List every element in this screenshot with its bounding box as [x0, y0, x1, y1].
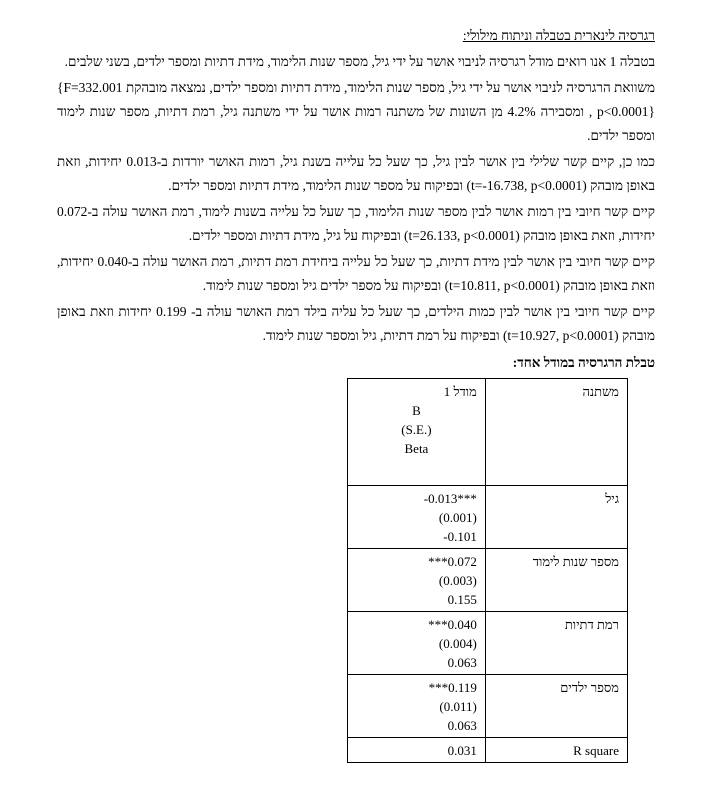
model-header-cell — [348, 379, 486, 486]
beta-value: -0.101 — [443, 529, 477, 544]
stat-line-b: B — [412, 403, 421, 418]
model-label: מודל 1 — [443, 384, 477, 399]
table-row-religiosity — [348, 612, 628, 675]
table-header-row — [348, 379, 628, 486]
variable-header-cell — [485, 379, 627, 486]
coefficient-b: ***0.072 — [428, 554, 477, 569]
table-row-education-years — [348, 549, 628, 612]
table-row-children — [348, 675, 628, 738]
coefficient-b: -0.013*** — [423, 491, 477, 506]
standard-error: (0.003) — [438, 573, 477, 588]
value-cell — [348, 675, 486, 738]
table-row-r-square — [348, 738, 628, 763]
variable-header-label: משתנה — [582, 384, 619, 399]
paragraph-religiosity-effect: קיים קשר חיובי בין אושר לבין מידת דתיות, כך שעל כל עלייה ביחידת רמת דתיות, רמת האושר עולה ב-0.040 יחידות, וזאת באופן מובהק ‎(t=10.811, p<0.0001)‎ ובפיקוח על מספר ילדים גיל ומספר שנות לימוד. — [57, 254, 656, 293]
regression-table — [347, 378, 628, 763]
variable-cell: מספר שנות לימוד — [485, 549, 627, 612]
coefficient-b: ***0.119 — [428, 680, 477, 695]
paragraph-children-effect: קיים קשר חיובי בין אושר לבין כמות הילדים, כך שעל כל עליה בילד רמת האושר עולה ב- 0.199 יחידות וזאת באופן מובהק ‎(t=10.927, p<0.0001)‎ ובפיקוח על רמת דתיות, גיל ומספר שנות לימוד. — [57, 304, 655, 343]
standard-error: (0.001) — [438, 510, 477, 525]
standard-error: (0.011) — [439, 699, 477, 714]
beta-value: 0.063 — [447, 655, 477, 670]
paragraph-education-effect: קיים קשר חיובי בין רמות אושר לבין מספר שנות הלימוד, כך שעל כל עלייה בשנות לימוד, רמת האושר עולה ב-0.072 יחידות, וזאת באופן מובהק ‎(t=26.133, p<0.0001)‎ ובפיקוח על גיל, מידת דתיות ומספר ילדים. — [57, 204, 655, 243]
variable-cell: גיל — [485, 486, 627, 549]
stat-line-se: (S.E.) — [401, 422, 432, 437]
standard-error: (0.004) — [438, 636, 477, 651]
r-square-label-cell: R square — [485, 738, 627, 763]
value-cell — [348, 612, 486, 675]
table-heading: טבלת הרגרסיה במודל אחד: — [512, 355, 655, 370]
stat-line-beta: Beta — [404, 441, 429, 456]
variable-cell: רמת דתיות — [485, 612, 627, 675]
beta-value: 0.063 — [447, 718, 477, 733]
table-row-age — [348, 486, 628, 549]
variable-cell: מספר ילדים — [485, 675, 627, 738]
paragraph-intro: בטבלה 1 אנו רואים מודל רגרסיה לניבוי אושר על ידי גיל, מספר שנות הלימוד, מידת דתיות ומספר ילדים, בשני שלבים. — [64, 54, 655, 69]
paragraph-age-effect: כמו כן, קיים קשר שלילי בין אושר לבין גיל, כך שעל כל עלייה בשנת גיל, רמות האושר יורדות ב-0.013 יחידות, וזאת באופן מובהק ‎(t=-16.738, p<0.0001)‎ ובפיקוח על מספר שנות הלימוד, מידת דתיות ומספר ילדים. — [57, 154, 655, 193]
value-cell — [348, 486, 486, 549]
r-square-value-cell: 0.031 — [348, 738, 486, 763]
value-cell — [348, 549, 486, 612]
doc-title: רגרסיה לינארית בטבלה וניתוח מילולי: — [462, 28, 655, 43]
paragraph-model-significance: משוואת הרגרסיה לניבוי אושר על ידי גיל, מספר שנות הלימוד, מידת דתיות ומספר ילדים, נמצאה מובהקת ‎{F=332.001 , p<0.0001}‎ ומסבירה 4.2% מן השונות של משתנה רמות אושר על ידי משתנה גיל, רמת דתיות, מספר שנות לימוד ומספר ילדים. — [57, 80, 655, 143]
beta-value: 0.155 — [447, 592, 477, 607]
coefficient-b: ***0.040 — [428, 617, 477, 632]
